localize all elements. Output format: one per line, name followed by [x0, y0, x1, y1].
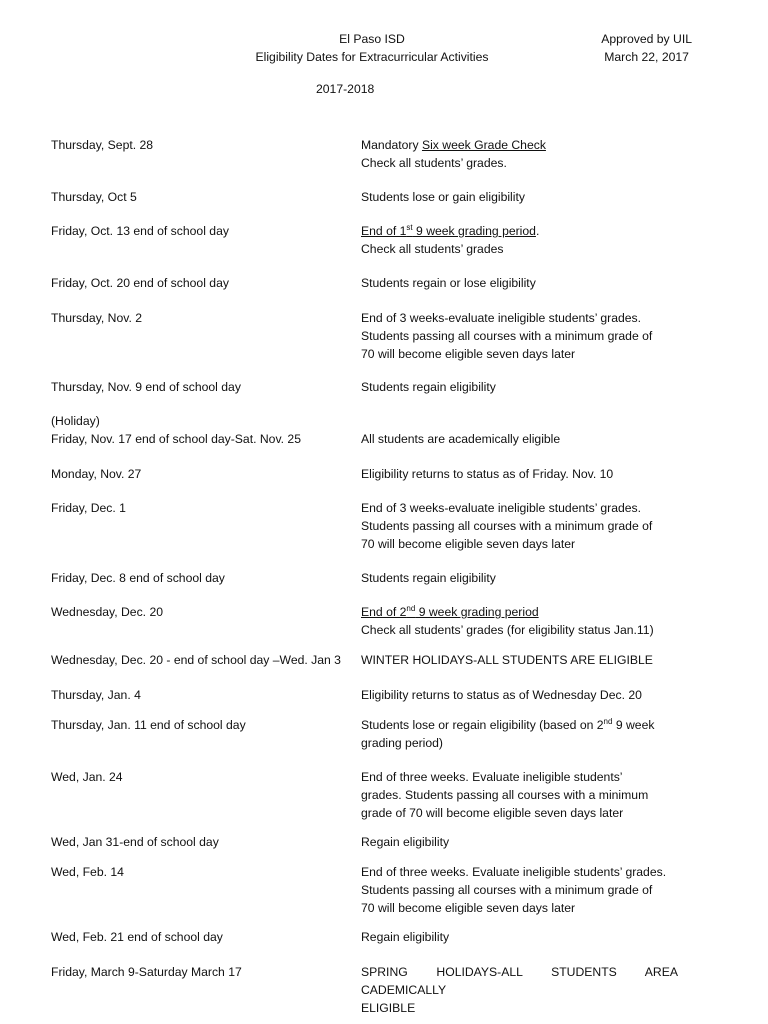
- row-description: [361, 603, 701, 639]
- row-desc-line: 70 will become eligible seven days later: [361, 901, 576, 915]
- row-desc-line: WINTER HOLIDAYS-ALL STUDENTS ARE ELIGIBLE: [361, 653, 653, 667]
- row-desc-line: Eligibility returns to status as of Friday. Nov. 10: [361, 467, 614, 481]
- row-description: [361, 569, 701, 587]
- row-desc-line: Students regain or lose eligibility: [361, 276, 536, 290]
- row-description: [361, 378, 701, 396]
- row-description: [361, 465, 701, 483]
- row-description: [361, 863, 701, 917]
- row-desc-line: Students regain eligibility: [361, 571, 496, 585]
- row-date: Wednesday, Dec. 20 - end of school day –Wed. Jan 3: [51, 653, 341, 667]
- row-desc-line: 70 will become eligible seven days later: [361, 347, 576, 361]
- row-desc-part: Students lose or regain eligibility (based on 2: [361, 718, 604, 732]
- row-date: Friday, Oct. 13 end of school day: [51, 224, 229, 238]
- row-description: [361, 499, 701, 553]
- row-description: [361, 833, 701, 851]
- row-desc-line: End of three weeks. Evaluate ineligible students’ grades.: [361, 865, 667, 879]
- row-desc-line: grades. Students passing all courses with a minimum: [361, 788, 649, 802]
- approved-date: March 22, 2017: [604, 50, 689, 64]
- row-description: [361, 430, 701, 448]
- row-desc-line: All students are academically eligible: [361, 432, 561, 446]
- row-date: Thursday, Nov. 9 end of school day: [51, 380, 241, 394]
- document-header: [0, 30, 768, 100]
- ordinal-suffix: st: [406, 222, 413, 232]
- ordinal-suffix: nd: [603, 716, 613, 726]
- row-description: [361, 274, 701, 292]
- row-description: [361, 651, 701, 669]
- row-description: [361, 963, 701, 1017]
- row-desc-line: grading period): [361, 736, 443, 750]
- row-desc-emphasis: End of 1: [361, 224, 407, 238]
- row-desc-line: Students lose or gain eligibility: [361, 190, 525, 204]
- row-description: [361, 188, 701, 206]
- row-description: [361, 222, 701, 258]
- row-description: [361, 309, 701, 363]
- district-name: El Paso ISD: [339, 32, 405, 46]
- row-desc-emphasis: 9 week grading period: [412, 224, 536, 238]
- row-date: Wed, Jan. 24: [51, 770, 123, 784]
- row-desc-punct: .: [535, 224, 540, 238]
- row-desc-line: grade of 70 will become eligible seven days later: [361, 806, 624, 820]
- row-desc-line: Check all students’ grades: [361, 242, 504, 256]
- row-desc-emphasis: 9 week grading period: [415, 605, 539, 619]
- row-desc-line: Students passing all courses with a minimum grade of: [361, 883, 653, 897]
- row-desc-line: Students passing all courses with a minimum grade of: [361, 329, 653, 343]
- row-desc-line: Check all students’ grades.: [361, 156, 507, 170]
- row-date: Thursday, Jan. 4: [51, 688, 141, 702]
- holiday-label: (Holiday): [51, 414, 100, 428]
- row-date: Friday, Dec. 1: [51, 501, 126, 515]
- row-date-block: [51, 412, 351, 448]
- row-date: Friday, March 9-Saturday March 17: [51, 965, 242, 979]
- row-description: [361, 136, 701, 172]
- row-desc-line: Regain eligibility: [361, 835, 450, 849]
- row-desc-line: Regain eligibility: [361, 930, 450, 944]
- row-desc-line: Students passing all courses with a minimum grade of: [361, 519, 653, 533]
- row-desc-emphasis: Six week Grade Check: [421, 138, 546, 152]
- row-date: Thursday, Sept. 28: [51, 138, 154, 152]
- row-date: Wed, Feb. 21 end of school day: [51, 930, 223, 944]
- document-title: Eligibility Dates for Extracurricular Activities: [255, 50, 489, 64]
- row-desc-line: Students regain eligibility: [361, 380, 496, 394]
- school-year: 2017-2018: [316, 82, 375, 96]
- row-date: Thursday, Nov. 2: [51, 311, 142, 325]
- row-desc-line: End of 3 weeks-evaluate ineligible students’ grades.: [361, 501, 642, 515]
- row-desc-line: End of three weeks. Evaluate ineligible students’: [361, 770, 623, 784]
- row-description: [361, 716, 701, 752]
- row-date: Wed, Jan 31-end of school day: [51, 835, 219, 849]
- row-date: Thursday, Oct 5: [51, 190, 137, 204]
- row-date: Wed, Feb. 14: [51, 865, 124, 879]
- header-title-block: [232, 30, 512, 66]
- row-date: Friday, Dec. 8 end of school day: [51, 571, 225, 585]
- row-desc-prefix: Mandatory: [361, 138, 422, 152]
- row-desc-line: 70 will become eligible seven days later: [361, 537, 576, 551]
- row-desc-line: SPRING HOLIDAYS-ALL STUDENTS AREA CADEMICALLY: [361, 965, 678, 997]
- row-date: Wednesday, Dec. 20: [51, 605, 164, 619]
- row-desc-line: Check all students’ grades (for eligibility status Jan.11): [361, 623, 654, 637]
- row-description: [361, 768, 701, 822]
- ordinal-suffix: nd: [406, 603, 416, 613]
- row-description: [361, 928, 701, 946]
- row-date: Friday, Nov. 17 end of school day-Sat. Nov. 25: [51, 432, 301, 446]
- row-date: Thursday, Jan. 11 end of school day: [51, 718, 246, 732]
- row-desc-emphasis: End of 2: [361, 605, 407, 619]
- row-desc-line: Eligibility returns to status as of Wednesday Dec. 20: [361, 688, 642, 702]
- row-desc-line: ELIGIBLE: [361, 1001, 416, 1015]
- row-desc-part: 9 week: [612, 718, 655, 732]
- approval-block: [601, 30, 692, 66]
- row-desc-line: End of 3 weeks-evaluate ineligible students’ grades.: [361, 311, 642, 325]
- row-description: [361, 686, 701, 704]
- row-date: Friday, Oct. 20 end of school day: [51, 276, 229, 290]
- approved-by: Approved by UIL: [601, 32, 692, 46]
- row-date: Monday, Nov. 27: [51, 467, 142, 481]
